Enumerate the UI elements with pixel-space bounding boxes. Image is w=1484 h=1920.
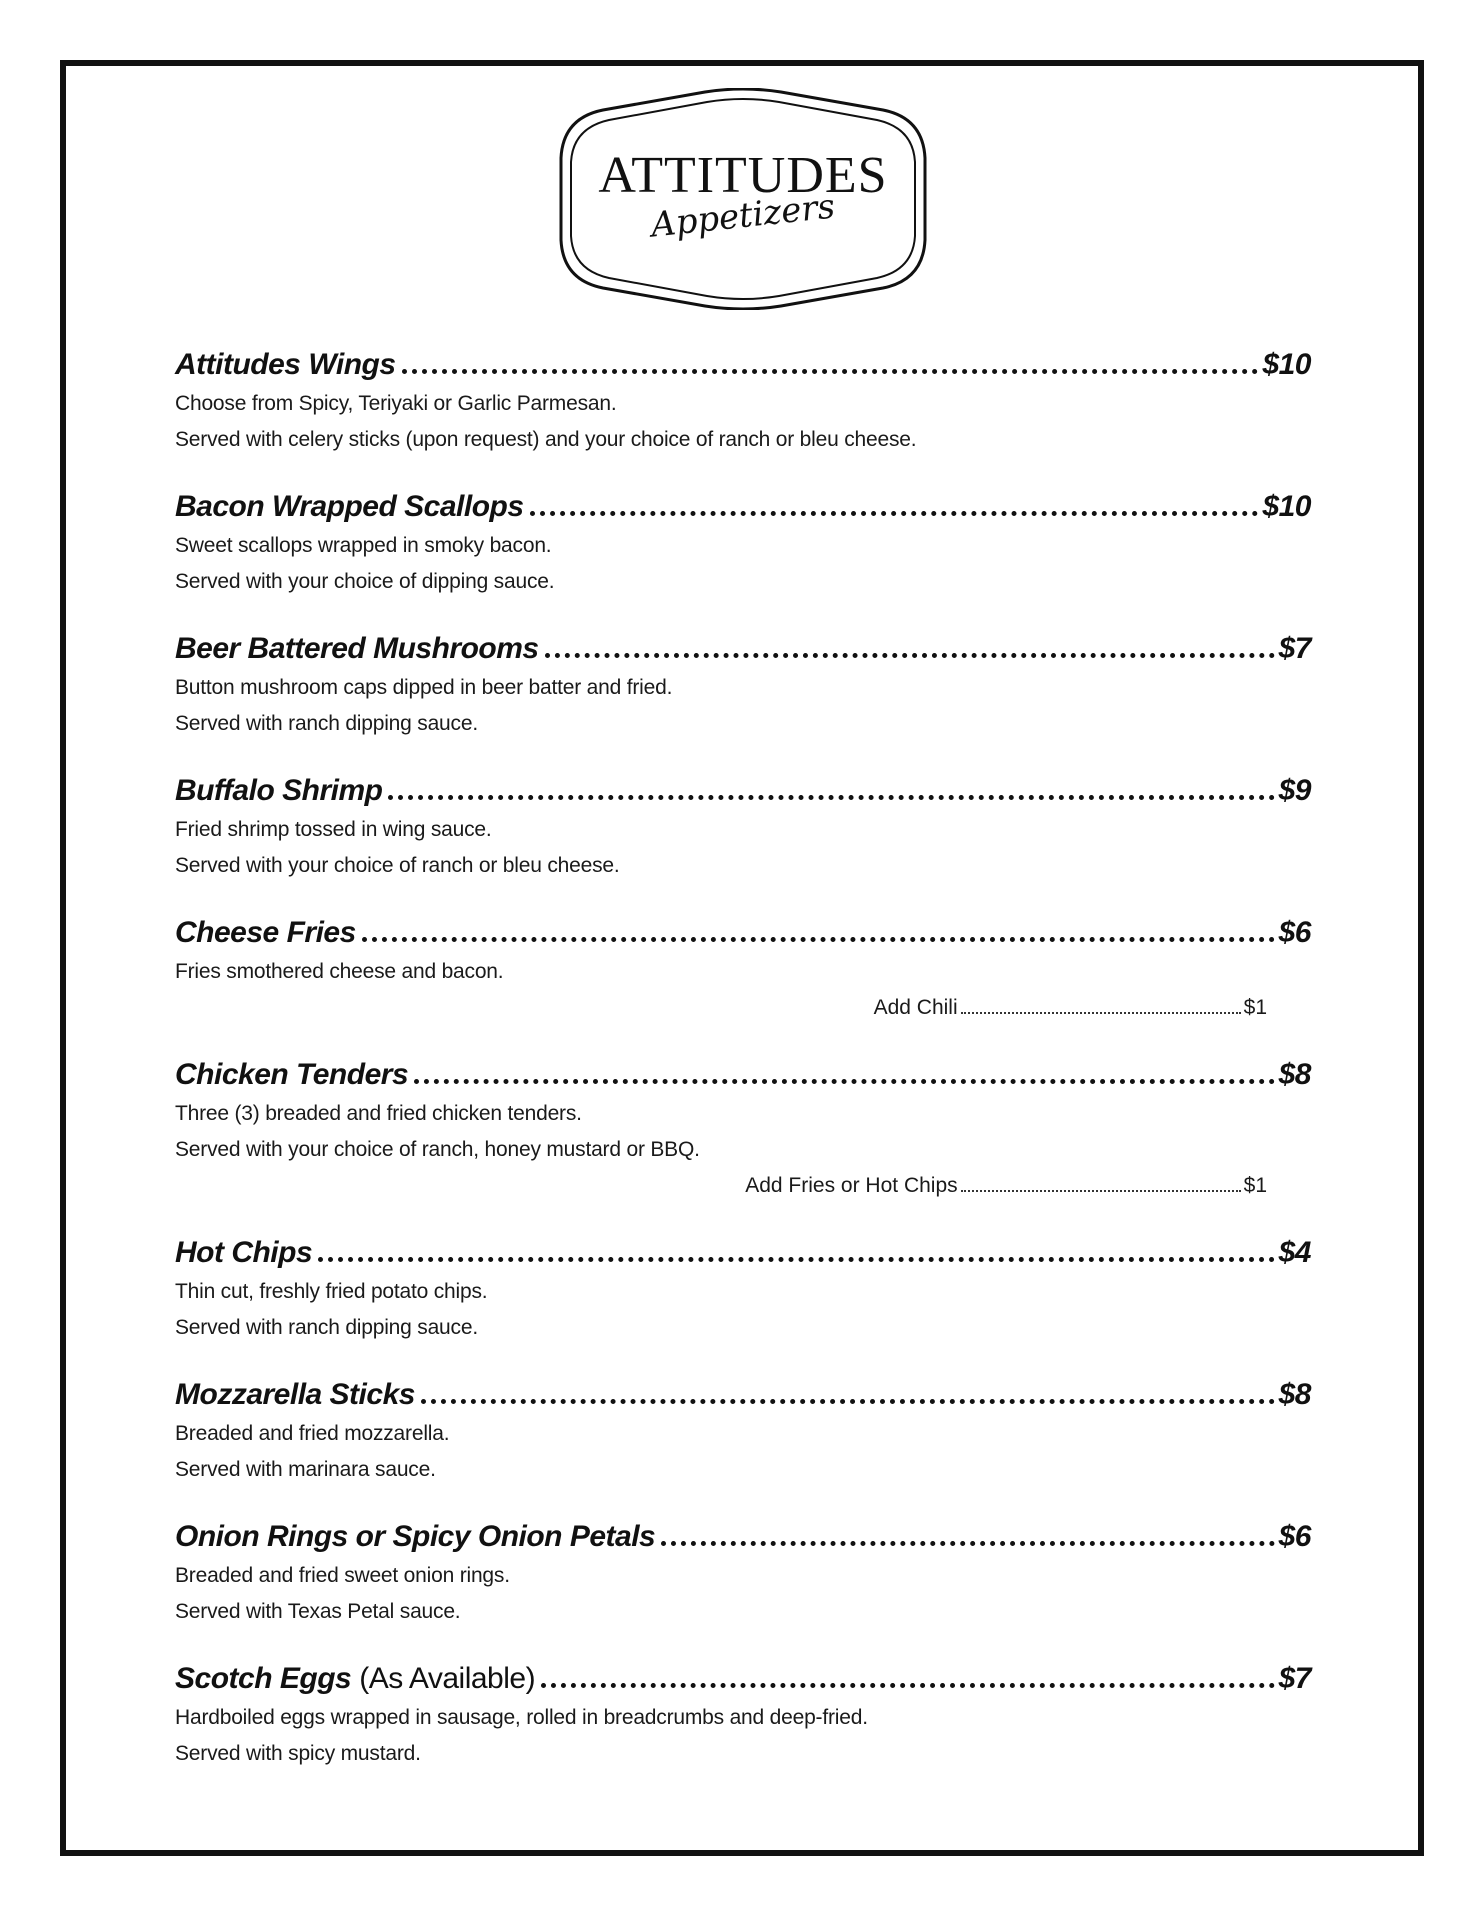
menu-item-description: Served with your choice of ranch, honey mustard or BBQ. <box>175 1138 700 1161</box>
menu-item <box>175 1658 1311 1772</box>
menu-item-header <box>175 344 1311 386</box>
menu-item-price: $4 <box>1278 1236 1311 1269</box>
menu-item-description: Hardboiled eggs wrapped in sausage, rolled in breadcrumbs and deep-fried. <box>175 1706 868 1729</box>
menu-item-price: $7 <box>1278 632 1311 665</box>
menu-item-price: $9 <box>1278 774 1311 807</box>
menu-item-addon <box>175 1168 1311 1204</box>
menu-item-price: $6 <box>1278 1520 1311 1553</box>
menu-item-description: Served with your choice of ranch or bleu cheese. <box>175 854 620 877</box>
menu-item-description: Sweet scallops wrapped in smoky bacon. <box>175 534 552 557</box>
menu-item-description: Served with celery sticks (upon request) and your choice of ranch or bleu cheese. <box>175 428 917 451</box>
logo-subtitle: Appetizers <box>649 186 837 246</box>
menu-item-header <box>175 1374 1311 1416</box>
dot-leader <box>318 1257 1274 1262</box>
logo-title: ATTITUDES <box>598 147 888 204</box>
dot-leader <box>402 369 1259 374</box>
dot-leader <box>545 653 1275 658</box>
menu-item-name: Attitudes Wings <box>175 348 396 381</box>
menu-item-description: Breaded and fried mozzarella. <box>175 1422 450 1445</box>
menu-item-description: Button mushroom caps dipped in beer batter and fried. <box>175 676 673 699</box>
addon-price: $1 <box>1243 996 1267 1019</box>
menu-item-header <box>175 486 1311 528</box>
dot-leader <box>388 795 1274 800</box>
menu-item-description: Served with your choice of dipping sauce. <box>175 570 555 593</box>
menu-item-name: Beer Battered Mushrooms <box>175 632 539 665</box>
menu-item-price: $10 <box>1262 348 1311 381</box>
menu-item-price: $8 <box>1278 1378 1311 1411</box>
dot-leader <box>414 1079 1274 1084</box>
restaurant-logo <box>555 88 931 310</box>
menu-item-header <box>175 628 1311 670</box>
menu-item-name: Scotch Eggs <box>175 1662 352 1695</box>
menu-item <box>175 912 1311 1026</box>
menu-item-description: Served with marinara sauce. <box>175 1458 436 1481</box>
menu-item <box>175 628 1311 742</box>
menu-item-description: Thin cut, freshly fried potato chips. <box>175 1280 488 1303</box>
menu-item <box>175 1374 1311 1488</box>
menu-item-description: Served with ranch dipping sauce. <box>175 712 478 735</box>
menu-item-note: (As Available) <box>359 1662 536 1695</box>
dot-leader <box>541 1683 1275 1688</box>
menu-item <box>175 1232 1311 1346</box>
addon-label: Add Fries or Hot Chips <box>745 1174 958 1197</box>
menu-item-description: Choose from Spicy, Teriyaki or Garlic Parmesan. <box>175 392 617 415</box>
dot-leader <box>362 937 1275 942</box>
menu-item-name: Buffalo Shrimp <box>175 774 383 807</box>
menu-item-price: $10 <box>1262 490 1311 523</box>
menu-item-price: $6 <box>1278 916 1311 949</box>
dot-leader <box>421 1399 1275 1404</box>
menu-item <box>175 1054 1311 1204</box>
addon-dot-leader <box>961 1012 1241 1014</box>
menu-item-name: Hot Chips <box>175 1236 313 1269</box>
menu-item <box>175 1516 1311 1630</box>
menu-item-description: Three (3) breaded and fried chicken tenders. <box>175 1102 582 1125</box>
menu-item <box>175 770 1311 884</box>
menu-item-price: $8 <box>1278 1058 1311 1091</box>
menu-item-header <box>175 770 1311 812</box>
menu-item-description: Breaded and fried sweet onion rings. <box>175 1564 510 1587</box>
menu-item-header <box>175 1658 1311 1700</box>
dot-leader <box>661 1541 1274 1546</box>
menu-item-description: Served with Texas Petal sauce. <box>175 1600 461 1623</box>
menu-item-name: Chicken Tenders <box>175 1058 409 1091</box>
menu-item <box>175 344 1311 458</box>
menu-item-addon <box>175 990 1311 1026</box>
menu-item-description: Served with spicy mustard. <box>175 1742 421 1765</box>
addon-dot-leader <box>961 1190 1241 1192</box>
appetizer-menu <box>175 344 1311 1800</box>
dot-leader <box>530 511 1259 516</box>
menu-item-header <box>175 1054 1311 1096</box>
menu-item-description: Served with ranch dipping sauce. <box>175 1316 478 1339</box>
menu-item-price: $7 <box>1278 1662 1311 1695</box>
menu-item-name: Cheese Fries <box>175 916 356 949</box>
addon-label: Add Chili <box>873 996 958 1019</box>
menu-item-description: Fried shrimp tossed in wing sauce. <box>175 818 492 841</box>
menu-item-name: Onion Rings or Spicy Onion Petals <box>175 1520 656 1553</box>
menu-item-header <box>175 1516 1311 1558</box>
menu-item-header <box>175 912 1311 954</box>
menu-item-header <box>175 1232 1311 1274</box>
addon-price: $1 <box>1243 1174 1267 1197</box>
menu-item <box>175 486 1311 600</box>
menu-item-name: Mozzarella Sticks <box>175 1378 415 1411</box>
menu-item-description: Fries smothered cheese and bacon. <box>175 960 504 983</box>
menu-item-name: Bacon Wrapped Scallops <box>175 490 524 523</box>
